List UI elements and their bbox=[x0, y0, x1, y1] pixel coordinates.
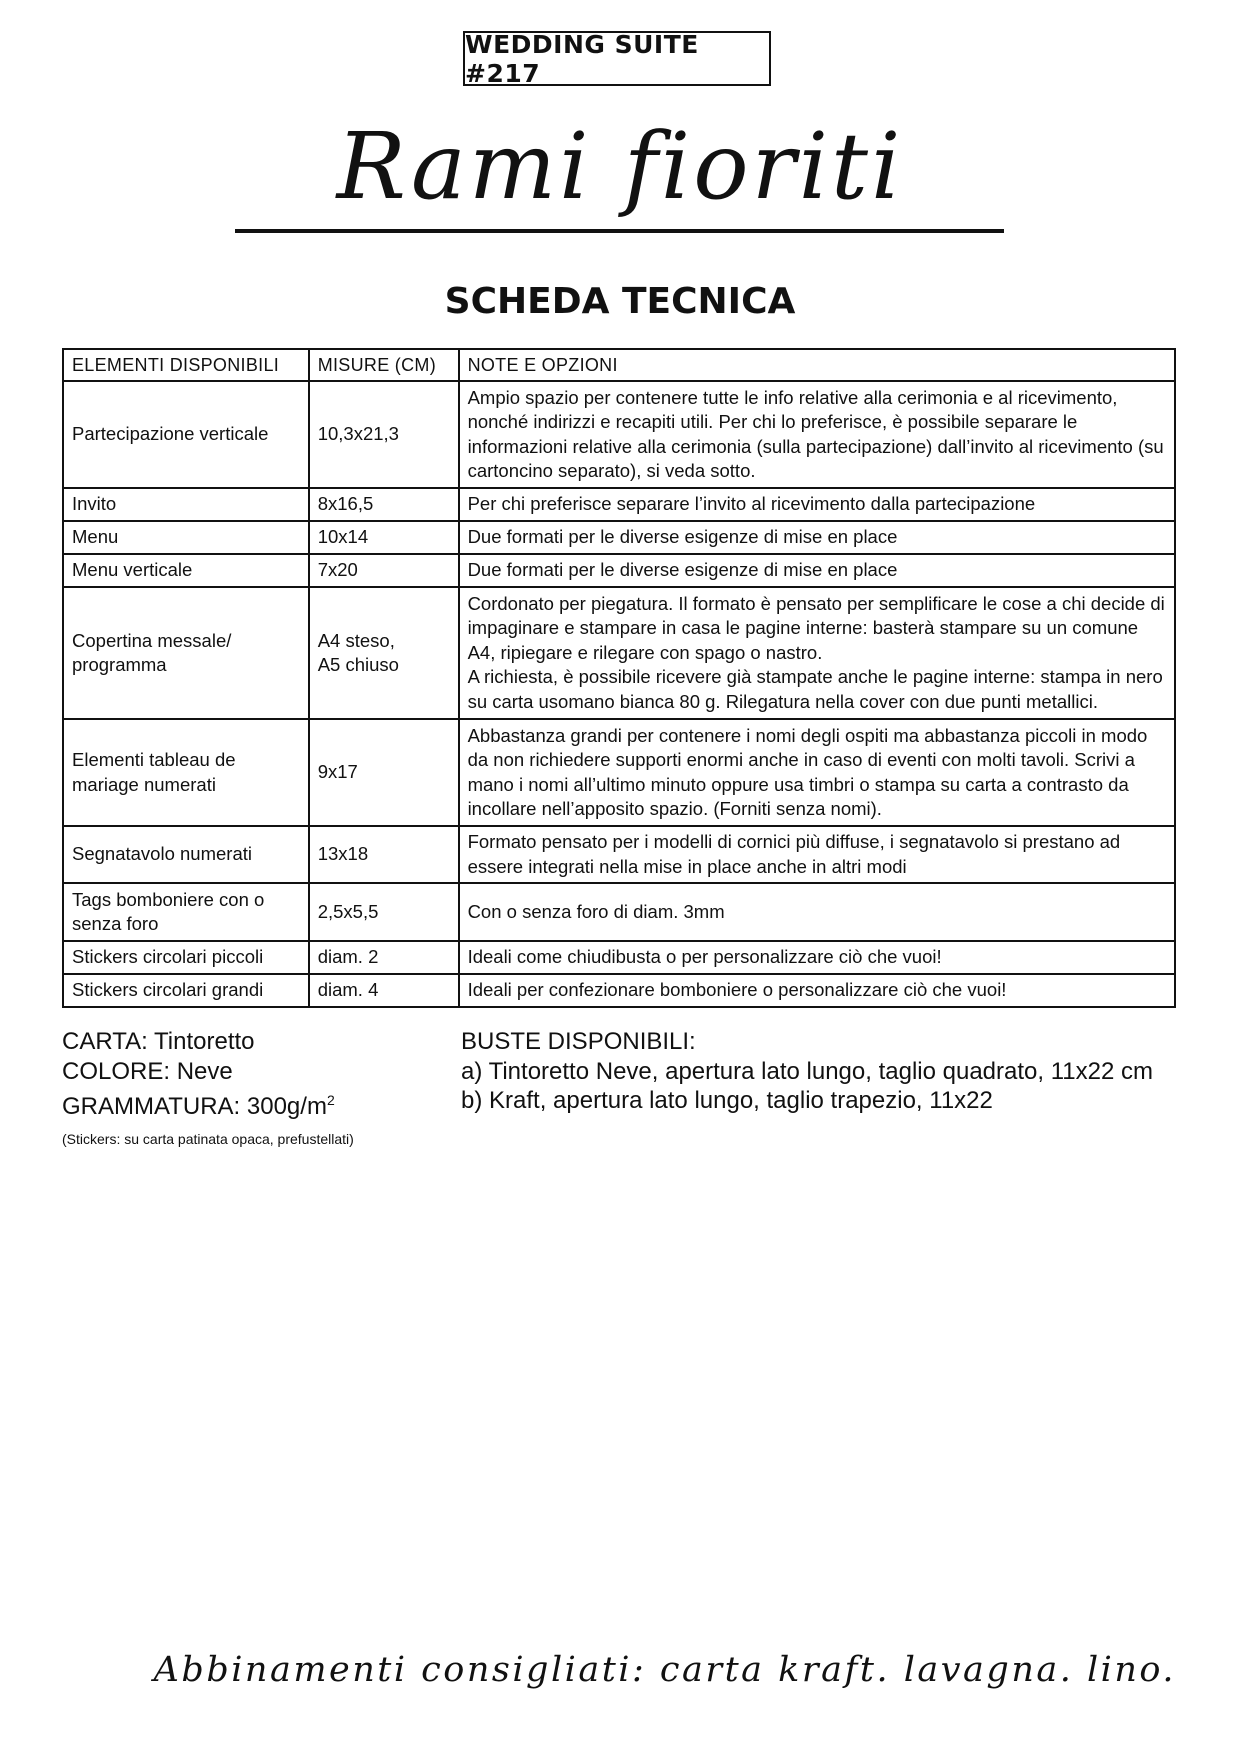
element-cell: Stickers circolari piccoli bbox=[63, 941, 309, 974]
element-line: Elementi tableau de bbox=[72, 749, 236, 770]
note-paragraph: A richiesta, è possibile ricevere già stampate anche le pagine interne: stampa in nero su carta usomano bianca 80 g. Rilegatura nella cover con due punti metallici. bbox=[467, 666, 1163, 712]
script-title: Rami fioriti bbox=[336, 113, 904, 220]
paper-weight bbox=[62, 1086, 354, 1122]
element-cell: Partecipazione verticale bbox=[63, 381, 309, 488]
table-row bbox=[63, 381, 1175, 488]
note-cell: Ampio spazio per contenere tutte le info relative alla cerimonia e al ricevimento, nonché indirizzi e recapiti utili. Per chi lo preferisce, è possibile separare le informazioni relative alla cerimonia (sulla partecipazione) dall’invito al ricevimento (su cartoncino separato), si veda sotto. bbox=[459, 381, 1175, 488]
paper-weight-exponent: 2 bbox=[326, 1092, 335, 1108]
size-cell: 7x20 bbox=[309, 554, 459, 587]
table-row bbox=[63, 883, 1175, 941]
column-header: MISURE (CM) bbox=[309, 349, 459, 381]
paper-weight-text: GRAMMATURA: 300g/m bbox=[62, 1093, 327, 1120]
paper-info bbox=[62, 1027, 354, 1150]
note-cell: Abbastanza grandi per contenere i nomi degli ospiti ma abbastanza piccoli in modo da non richiedere supporti enormi anche in caso di eventi con molti tavoli. Scrivi a mano i nomi all’ultimo minuto oppure usa timbri o stampa su carta a contrasto da incollare nell’apposito spazio. (Forniti senza nomi). bbox=[459, 719, 1175, 826]
element-line: mariage numerati bbox=[72, 773, 216, 795]
element-line: senza foro bbox=[72, 913, 159, 934]
table-row bbox=[63, 974, 1175, 1007]
note-cell bbox=[459, 587, 1175, 719]
envelope-option: a) Tintoretto Neve, apertura lato lungo, taglio quadrato, 11x22 cm bbox=[461, 1057, 1153, 1085]
stickers-note: (Stickers: su carta patinata opaca, prefustellati) bbox=[62, 1130, 354, 1147]
spec-table bbox=[62, 348, 1176, 1008]
note-cell: Per chi preferisce separare l’invito al ricevimento dalla partecipazione bbox=[459, 488, 1175, 521]
paper-color: COLORE: Neve bbox=[62, 1057, 233, 1085]
size-line: A5 chiuso bbox=[317, 654, 399, 675]
column-header: NOTE E OPZIONI bbox=[459, 349, 1175, 381]
element-cell: Menu bbox=[63, 521, 309, 554]
title-underline bbox=[235, 229, 1004, 233]
table-row bbox=[63, 941, 1175, 974]
table-header-row bbox=[63, 349, 1175, 381]
note-cell: Due formati per le diverse esigenze di mise en place bbox=[459, 554, 1175, 587]
note-paragraph: Cordonato per piegatura. Il formato è pensato per semplificare le cose a chi decide di impaginare e stampare in casa le pagine interne: basterà stampare su un comune A4, ripiegare e rilegare con spago o nastro. bbox=[467, 592, 1165, 663]
note-cell: Formato pensato per i modelli di cornici più diffuse, i segnatavolo si prestano ad essere integrati nella mise in place anche in altri modi bbox=[459, 826, 1175, 883]
envelopes-info bbox=[461, 1027, 1153, 1116]
size-line: A4 steso, bbox=[317, 629, 395, 651]
size-cell: 10x14 bbox=[309, 521, 459, 554]
size-cell: 13x18 bbox=[309, 826, 459, 883]
note-cell: Due formati per le diverse esigenze di mise en place bbox=[459, 521, 1175, 554]
element-line: programma bbox=[72, 654, 167, 675]
table-row bbox=[63, 587, 1175, 719]
table-row bbox=[63, 719, 1175, 826]
element-cell bbox=[63, 587, 309, 719]
size-cell: 2,5x5,5 bbox=[309, 883, 459, 941]
element-cell bbox=[63, 883, 309, 941]
note-cell: Ideali come chiudibusta o per personalizzare ciò che vuoi! bbox=[459, 941, 1175, 974]
element-line: Copertina messale/ bbox=[72, 629, 232, 651]
table-row bbox=[63, 554, 1175, 587]
size-cell: diam. 2 bbox=[309, 941, 459, 974]
size-cell: 9x17 bbox=[309, 719, 459, 826]
envelopes-title: BUSTE DISPONIBILI: bbox=[461, 1028, 696, 1055]
size-cell: 8x16,5 bbox=[309, 488, 459, 521]
table-row bbox=[63, 826, 1175, 883]
suite-number-label: WEDDING SUITE #217 bbox=[463, 31, 771, 86]
paper-type: CARTA: Tintoretto bbox=[62, 1028, 255, 1055]
note-cell: Ideali per confezionare bomboniere o personalizzare ciò che vuoi! bbox=[459, 974, 1175, 1007]
envelope-option: b) Kraft, apertura lato lungo, taglio trapezio, 11x22 bbox=[461, 1087, 993, 1114]
element-cell: Stickers circolari grandi bbox=[63, 974, 309, 1007]
note-cell: Con o senza foro di diam. 3mm bbox=[459, 883, 1175, 941]
page-title: SCHEDA TECNICA bbox=[444, 281, 796, 322]
column-header: ELEMENTI DISPONIBILI bbox=[63, 349, 309, 381]
size-cell: diam. 4 bbox=[309, 974, 459, 1007]
table-row bbox=[63, 521, 1175, 554]
table-row bbox=[63, 488, 1175, 521]
element-cell: Menu verticale bbox=[63, 554, 309, 587]
element-cell: Segnatavolo numerati bbox=[63, 826, 309, 883]
size-cell bbox=[309, 587, 459, 719]
element-cell: Invito bbox=[63, 488, 309, 521]
size-cell: 10,3x21,3 bbox=[309, 381, 459, 488]
element-line: Tags bomboniere con o bbox=[72, 888, 265, 910]
pairings-footer: Abbinamenti consigliati: carta kraft. lavagna. lino. bbox=[153, 1650, 1176, 1690]
element-cell bbox=[63, 719, 309, 826]
